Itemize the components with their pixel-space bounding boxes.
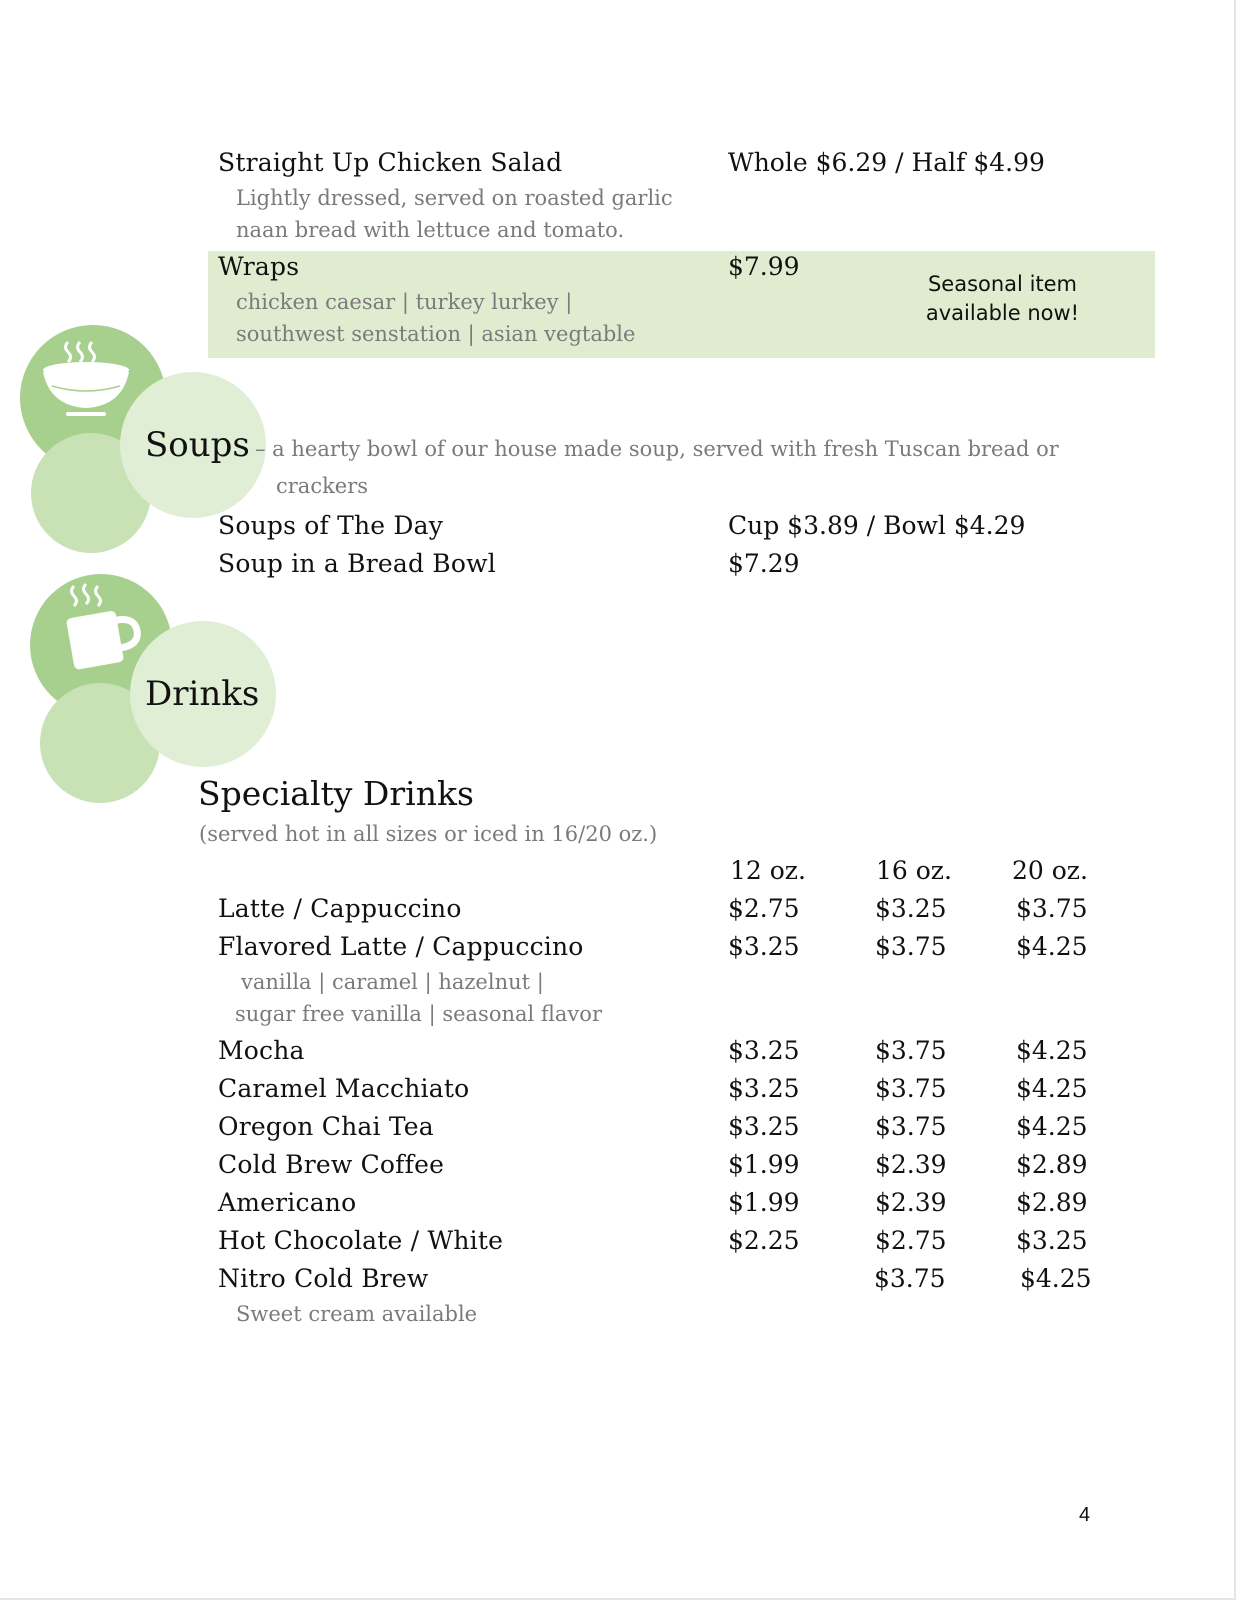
salad-price: Whole $6.29 / Half $4.99 bbox=[728, 148, 1045, 177]
seasonal-line1: Seasonal item bbox=[927, 272, 1078, 296]
drink-price-12: $3.25 bbox=[728, 1036, 800, 1065]
drink-name: Mocha bbox=[218, 1036, 305, 1065]
wraps-name: Wraps bbox=[218, 252, 300, 281]
drink-price-20: $4.25 bbox=[1016, 1036, 1088, 1065]
drink-price-20: $4.25 bbox=[1016, 932, 1088, 961]
coffee-mug-icon bbox=[62, 582, 142, 672]
salad-desc-line2: naan bread with lettuce and tomato. bbox=[236, 218, 625, 242]
drink-name: Cold Brew Coffee bbox=[218, 1150, 445, 1179]
specialty-drinks-note: (served hot in all sizes or iced in 16/20 oz.) bbox=[199, 822, 658, 846]
drink-price-16: $3.75 bbox=[875, 1036, 947, 1065]
soup-item-price: Cup $3.89 / Bowl $4.29 bbox=[728, 511, 1026, 540]
drink-price-20: $2.89 bbox=[1016, 1150, 1088, 1179]
drink-name: Americano bbox=[218, 1188, 357, 1217]
drink-price-16: $3.75 bbox=[875, 932, 947, 961]
drink-price-16: $2.39 bbox=[875, 1150, 947, 1179]
drink-name: Hot Chocolate / White bbox=[218, 1226, 504, 1255]
salad-desc-line1: Lightly dressed, served on roasted garlic bbox=[236, 186, 673, 210]
salad-name: Straight Up Chicken Salad bbox=[218, 148, 563, 177]
drink-price-16: $3.75 bbox=[875, 1074, 947, 1103]
drink-name: Nitro Cold Brew bbox=[218, 1264, 429, 1293]
page-number: 4 bbox=[1079, 1504, 1091, 1526]
soups-tagline-line1: – a hearty bowl of our house made soup, served with fresh Tuscan bread or bbox=[255, 437, 1059, 461]
drink-price-12: $1.99 bbox=[728, 1188, 800, 1217]
drink-price-20: $3.75 bbox=[1016, 894, 1088, 923]
flavors-line2: sugar free vanilla | seasonal flavor bbox=[235, 1002, 602, 1026]
soups-title: Soups bbox=[145, 425, 250, 465]
drink-price-12: $2.75 bbox=[728, 894, 800, 923]
drink-name: Caramel Macchiato bbox=[218, 1074, 470, 1103]
size-header-20: 20 oz. bbox=[1012, 856, 1088, 885]
flavors-line1: vanilla | caramel | hazelnut | bbox=[241, 970, 544, 994]
drink-price-20: $4.25 bbox=[1016, 1074, 1088, 1103]
wraps-desc-line1: chicken caesar | turkey lurkey | bbox=[236, 290, 573, 314]
seasonal-line2: available now! bbox=[925, 301, 1080, 325]
drink-price-12: $3.25 bbox=[728, 932, 800, 961]
drink-name: Oregon Chai Tea bbox=[218, 1112, 434, 1141]
drink-name: Latte / Cappuccino bbox=[218, 894, 462, 923]
wraps-desc-line2: southwest senstation | asian vegtable bbox=[236, 322, 636, 346]
drink-price-16: $3.75 bbox=[874, 1264, 946, 1293]
drink-price-16: $3.25 bbox=[875, 894, 947, 923]
drink-price-12: $2.25 bbox=[728, 1226, 800, 1255]
drink-price-16: $2.75 bbox=[875, 1226, 947, 1255]
specialty-drinks-title: Specialty Drinks bbox=[198, 774, 474, 813]
size-header-16: 16 oz. bbox=[876, 856, 952, 885]
drink-price-20: $2.89 bbox=[1016, 1188, 1088, 1217]
soup-bowl-icon bbox=[38, 338, 134, 422]
drink-price-12: $3.25 bbox=[728, 1112, 800, 1141]
nitro-note: Sweet cream available bbox=[236, 1302, 478, 1326]
drinks-title: Drinks bbox=[145, 674, 260, 714]
drink-price-20: $3.25 bbox=[1016, 1226, 1088, 1255]
drink-price-12: $1.99 bbox=[728, 1150, 800, 1179]
soup-item-price: $7.29 bbox=[728, 549, 800, 578]
size-header-12: 12 oz. bbox=[730, 856, 806, 885]
soup-item-name: Soup in a Bread Bowl bbox=[218, 549, 496, 578]
drink-price-12: $3.25 bbox=[728, 1074, 800, 1103]
seasonal-note bbox=[900, 270, 1105, 328]
soup-item-name: Soups of The Day bbox=[218, 511, 444, 540]
drink-name: Flavored Latte / Cappuccino bbox=[218, 932, 584, 961]
drink-price-20: $4.25 bbox=[1020, 1264, 1092, 1293]
drink-price-16: $2.39 bbox=[875, 1188, 947, 1217]
wraps-price: $7.99 bbox=[728, 252, 800, 281]
drink-price-16: $3.75 bbox=[875, 1112, 947, 1141]
soups-tagline-line2: crackers bbox=[276, 474, 369, 498]
drink-price-20: $4.25 bbox=[1016, 1112, 1088, 1141]
